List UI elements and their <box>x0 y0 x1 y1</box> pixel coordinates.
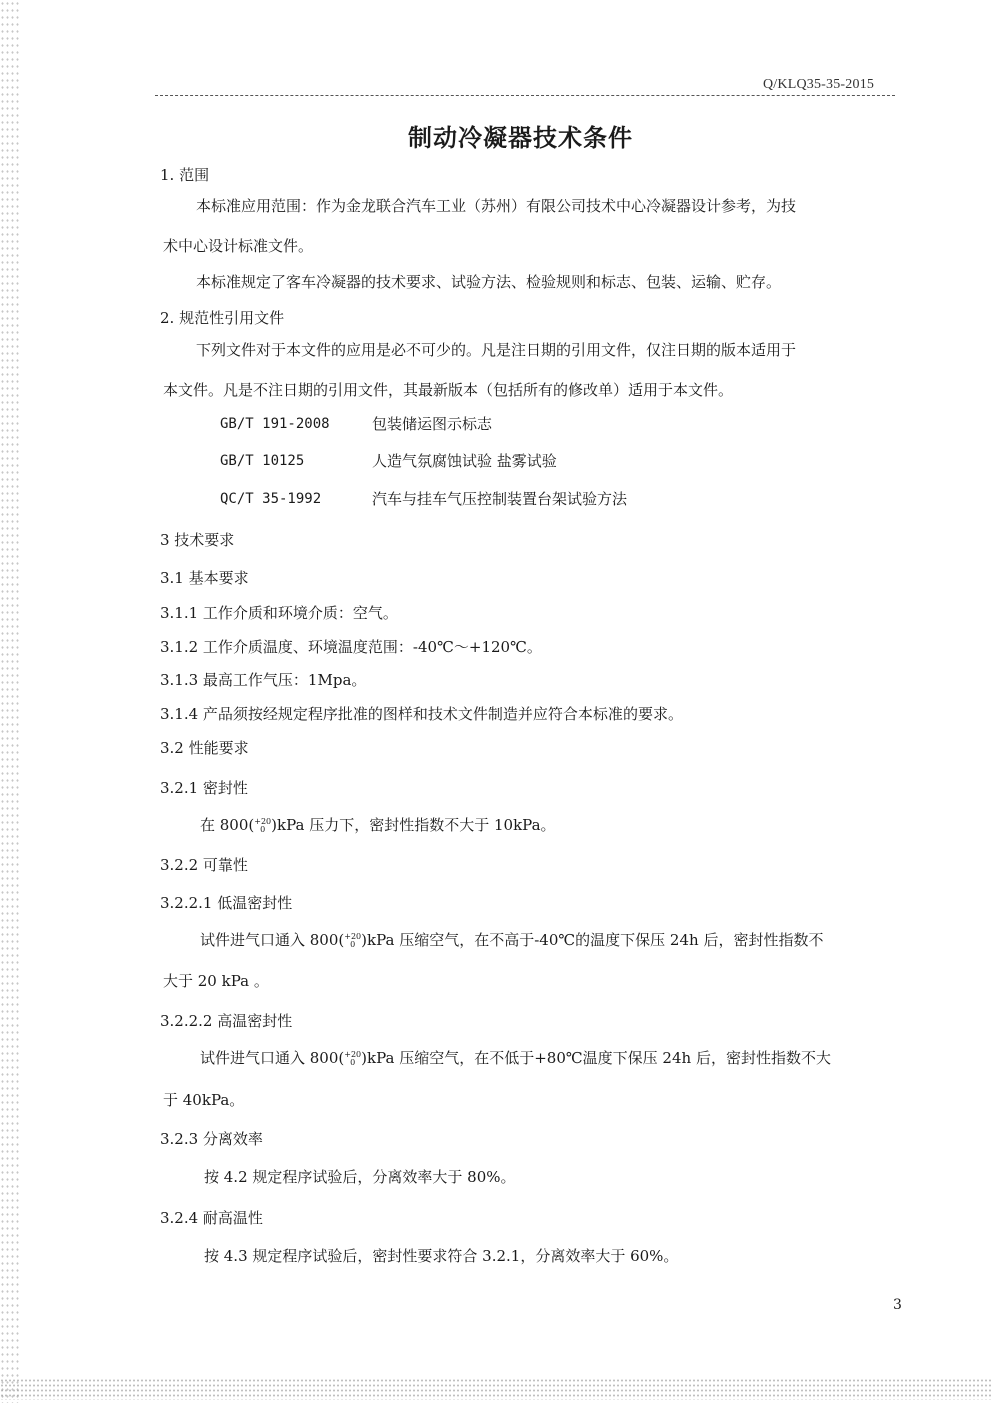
clause-3-2-2-heading: 3.2.2 可靠性 <box>160 856 248 874</box>
reference-code: GB/T 191-2008 <box>220 416 330 432</box>
section-3-1-heading: 3.1 基本要求 <box>160 569 249 587</box>
reference-code: GB/T 10125 <box>220 453 305 469</box>
reference-name: 包装储运图示标志 <box>372 415 493 433</box>
clause-3-2-2-1-heading: 3.2.2.1 低温密封性 <box>160 894 293 912</box>
clause-3-1-3: 3.1.3 最高工作气压：1Mpa。 <box>160 671 367 689</box>
clause-3-2-3-text: 按 4.2 规定程序试验后，分离效率大于 80%。 <box>204 1168 516 1186</box>
reference-code: QC/T 35-1992 <box>220 491 322 507</box>
clause-3-2-2-2-text: 试件进气口通入 800(+20 0 )kPa 压缩空气，在不低于+80℃温度下保压 24h 后，密封性指数不大 <box>200 1049 831 1067</box>
clause-3-1-2: 3.1.2 工作介质温度、环境温度范围：-40℃～+120℃。 <box>160 638 542 656</box>
section-1-paragraph: 本标准规定了客车冷凝器的技术要求、试验方法、检验规则和标志、包装、运输、贮存。 <box>196 273 782 291</box>
section-2-paragraph-line: 下列文件对于本文件的应用是必不可少的。凡是注日期的引用文件，仅注日期的版本适用于 <box>196 341 797 359</box>
section-2-paragraph-line: 本文件。凡是不注日期的引用文件，其最新版本（包括所有的修改单）适用于本文件。 <box>163 381 734 399</box>
clause-3-2-1-heading: 3.2.1 密封性 <box>160 779 248 797</box>
section-3-heading: 3 技术要求 <box>160 531 235 549</box>
clause-3-1-1: 3.1.1 工作介质和环境介质：空气。 <box>160 604 398 622</box>
clause-3-2-2-1-text: 试件进气口通入 800(+20 0 )kPa 压缩空气，在不高于-40℃的温度下保压 24h 后，密封性指数不 <box>200 931 824 949</box>
document-number: Q/KLQ35-35-2015 <box>763 77 875 92</box>
section-1-paragraph-line: 术中心设计标准文件。 <box>163 237 314 255</box>
clause-3-1-4: 3.1.4 产品须按经规定程序批准的图样和技术文件制造并应符合本标准的要求。 <box>160 705 683 723</box>
section-3-2-heading: 3.2 性能要求 <box>160 739 249 757</box>
section-1-paragraph-line: 本标准应用范围：作为金龙联合汽车工业（苏州）有限公司技术中心冷凝器设计参考，为技 <box>196 197 797 215</box>
scan-edge-bottom <box>0 1378 992 1400</box>
section-2-heading: 2. 规范性引用文件 <box>160 309 285 327</box>
header-rule <box>155 95 895 96</box>
clause-3-2-4-heading: 3.2.4 耐高温性 <box>160 1209 263 1227</box>
clause-3-2-2-2-heading: 3.2.2.2 高温密封性 <box>160 1012 293 1030</box>
clause-3-2-4-text: 按 4.3 规定程序试验后，密封性要求符合 3.2.1，分离效率大于 60%。 <box>204 1247 679 1265</box>
section-1-heading: 1. 范围 <box>160 166 210 184</box>
clause-3-2-1-text: 在 800(+20 0 )kPa 压力下，密封性指数不大于 10kPa。 <box>200 816 556 834</box>
clause-3-2-2-2-text-line: 于 40kPa。 <box>163 1091 245 1109</box>
page-number: 3 <box>893 1297 902 1313</box>
scan-edge-left <box>0 0 20 1403</box>
reference-name: 汽车与挂车气压控制装置台架试验方法 <box>372 490 628 508</box>
reference-name: 人造气氛腐蚀试验 盐雾试验 <box>372 452 557 470</box>
page-title: 制动冷凝器技术条件 <box>408 123 633 152</box>
clause-3-2-2-1-text-line: 大于 20 kPa 。 <box>163 972 269 990</box>
clause-3-2-3-heading: 3.2.3 分离效率 <box>160 1130 263 1148</box>
